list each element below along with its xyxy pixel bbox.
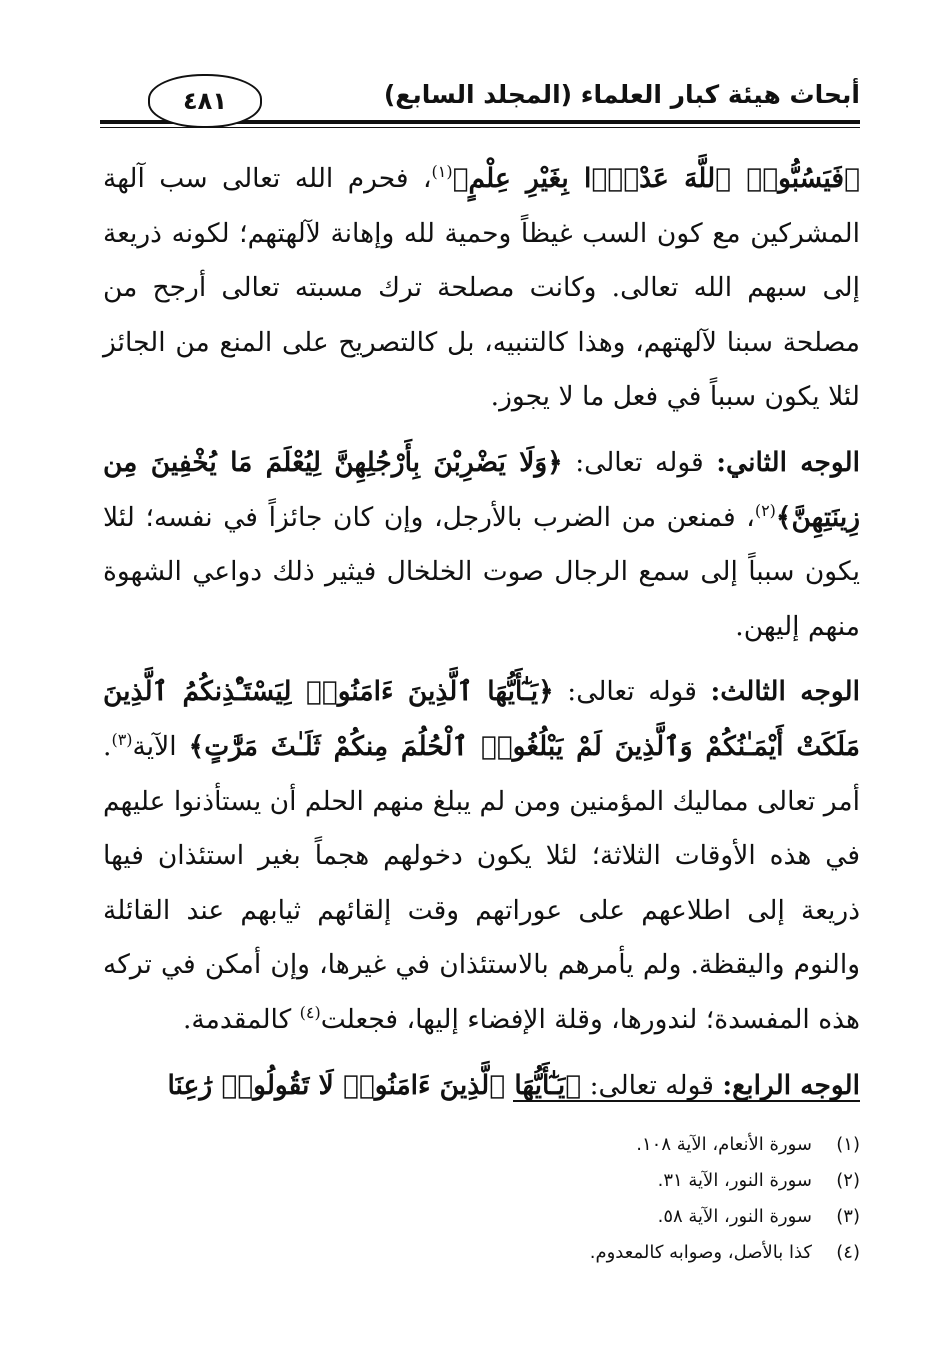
- footnote-text: سورة الأنعام، الآية ١٠٨.: [636, 1134, 812, 1155]
- paragraph-2: [103, 436, 860, 654]
- footnote-item: [360, 1127, 860, 1163]
- footnote-item: [360, 1199, 860, 1235]
- verse-quote: يَـٰٓأَيُّهَا ٱلَّذِينَ ءَامَنُوا۟ لَا تَقُولُوا۟ رَٰعِنَا: [167, 1069, 566, 1101]
- verse-bracket-close: ﴾: [188, 730, 205, 762]
- paragraph-4: [103, 1059, 860, 1114]
- paragraph-1: [103, 152, 860, 425]
- intro-text: قوله تعالى:: [581, 1069, 723, 1101]
- footnote-number: (٢): [836, 1170, 860, 1191]
- intro-text: قوله تعالى:: [562, 446, 717, 478]
- verse-bracket-open: ﴿: [844, 163, 861, 194]
- paragraph-text: ، فحرم الله تعالى سب آلهة المشركين مع كون السب غيظاً وحمية لله وإهانة لآلهتهم؛ لكونه ذريعة إلى سبهم الله تعالى. وكانت مصلحة ترك مسبته تعالى أرجح من مصلحة سبنا لآلهتهم، وهذا كالتنبيه، بل كالتصريح على المنع من الجائز لئلا يكون سبباً في فعل ما لا يجوز.: [103, 163, 860, 413]
- section-label: الوجه الثاني:: [716, 446, 860, 478]
- intro-text: قوله تعالى:: [553, 676, 711, 708]
- footnote-ref: (٢): [754, 500, 776, 520]
- footnote-number: (٤): [836, 1242, 860, 1263]
- after-verse-text: الآية: [132, 730, 189, 762]
- footnote-ref: (١): [431, 162, 453, 182]
- footnotes: [360, 1127, 860, 1271]
- verse-quote: يَـٰٓأَيُّهَا ٱلَّذِينَ ءَامَنُوا۟ لِيَسْتَـْٔذِنكُمُ ٱلَّذِينَ مَلَكَتْ أَيْمَـٰنُكُمْ وَٱلَّذِينَ لَمْ يَبْلُغُوا۟ ٱلْحُلُمَ مِنكُمْ ثَلَـٰثَ مَرَّٰتٍ: [103, 676, 861, 762]
- footnote-ref: (٤): [299, 1003, 321, 1023]
- footnote-item: [360, 1163, 860, 1199]
- footnote-separator: [513, 1100, 860, 1102]
- paragraph-text: ، فمنعن من الضرب بالأرجل، وإن كان جائزاً في نفسه؛ لئلا يكون سبباً إلى سمع الرجال صوت الخلخال فيثير ذلك دواعي الشهوة منهم إليهن.: [103, 501, 860, 642]
- page-number: ٤٨١: [148, 74, 262, 128]
- footnote-item: [360, 1235, 860, 1271]
- running-title: أبحاث هيئة كبار العلماء (المجلد السابع): [383, 80, 860, 109]
- section-label: الوجه الثالث:: [710, 676, 860, 708]
- footnote-text: سورة النور، الآية ٥٨.: [657, 1206, 812, 1227]
- main-text: [103, 152, 860, 1124]
- footnote-text: كذا بالأصل، وصوابه كالمعدوم.: [589, 1242, 812, 1263]
- footnote-ref: (٣): [111, 730, 133, 750]
- footnote-number: (١): [836, 1134, 860, 1155]
- verse-bracket-close: ﴾: [775, 501, 792, 533]
- verse-bracket-open: ﴿: [565, 1069, 582, 1101]
- section-label: الوجه الرابع:: [722, 1069, 860, 1101]
- verse-bracket-open: ﴿: [538, 676, 554, 708]
- paragraph-text-end: كالمقدمة.: [183, 1003, 300, 1035]
- page-header: [100, 74, 860, 134]
- verse-quote: وَلَا يَضْرِبْنَ بِأَرْجُلِهِنَّ لِيُعْلَمَ مَا يُخْفِينَ مِن زِينَتِهِنَّ: [103, 446, 860, 533]
- verse-bracket-close: ﴾: [452, 163, 469, 194]
- footnote-number: (٣): [836, 1206, 860, 1227]
- verse-quote: فَيَسُبُّوا۟ ٱللَّهَ عَدْوًۢا بِغَيْرِ عِلْمٍ: [468, 163, 845, 194]
- paragraph-text: . أمر تعالى مماليك المؤمنين ومن لم يبلغ منهم الحلم أن يستأذنوا عليهم في هذه الأوقات الثلاثة؛ لئلا يكون دخولهم هجماً بغير استئذان فيها ذريعة إلى اطلاعهم على عوراتهم وقت إلقائهم ثيابهم عند القائلة والنوم واليقظة. ولم يأمرهم بالاستئذان في غيرها، وإن أمكن في تركه هذه المفسدة؛ لندورها، وقلة الإفضاء إليها، فجعلت: [103, 730, 860, 1035]
- paragraph-3: [103, 665, 860, 1047]
- verse-bracket-open: ﴿: [547, 446, 563, 478]
- footnote-text: سورة النور، الآية ٣١.: [657, 1170, 812, 1191]
